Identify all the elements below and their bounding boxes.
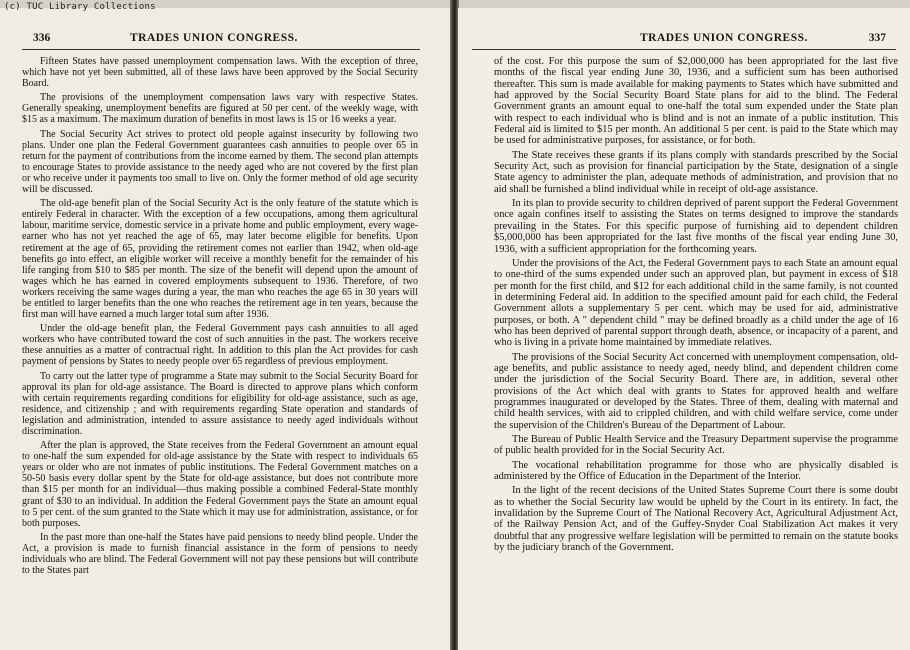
left-page <box>0 8 452 650</box>
right-paragraph: Under the provisions of the Act, the Federal Government pays to each State an amount equal to one-third of the sums expended under such an approved plan, but payment in excess of $18 per month for the first child, and $12 for each additional child in the same family, is not counted in determining Federal aid. In addition to the specified amount paid for each child, the Federal Government allots a supplementary 5 per cent. which may be used for aid, administrative purposes, or both. A " dependent child " may be defined broadly as a child under the age of 16 who has been deprived of parental support through death, absence, or incapacity of a parent, and who is living in a private home maintained by immediate relatives. <box>494 257 898 349</box>
left-paragraph: In the past more than one-half the States have paid pensions to needy blind people. Under the Act, a provision is made to furnish financial assistance in the form of pensions to needy individuals who are blind. The Federal Government will not pay these pensions but will contribute to the States part <box>22 531 418 577</box>
right-page-header <box>458 32 910 48</box>
left-paragraph: Under the old-age benefit plan, the Federal Government pays cash annuities to all aged workers who have contributed toward the cost of such annuities in the past. The workers receive these annuities as a matter of contractual right. In addition to this plan the Act provides for cash payment of pensions by States to needy people over 65 regardless of previous employment. <box>22 323 418 368</box>
right-page-body <box>494 56 898 648</box>
left-paragraph: After the plan is approved, the State receives from the Federal Government an amount equal to one-half the sum expended for old-age assistance by the State with respect to individuals 65 years or older who are not inmates of public institutions. The Federal Government matches on a 50-50 basis every dollar spent by the State for old-age assistance, but does not contribute more than $15 per month for an individual—thus making possible a combined Federal-State monthly grant of $30 to an individual. In addition the Federal Government pays the State an amount equal to 5 per cent. of the sum granted to the State which it may use for administration, assistance, or for both purposes. <box>22 440 418 529</box>
collection-watermark: (c) TUC Library Collections <box>4 2 156 12</box>
right-running-head: TRADES UNION CONGRESS. <box>640 32 808 44</box>
left-running-head: TRADES UNION CONGRESS. <box>130 32 298 44</box>
left-paragraph: Fifteen States have passed unemployment compensation laws. With the exception of three, which have not yet been submitted, all of these laws have been approved by the Social Security Board. <box>22 56 418 90</box>
left-header-rule <box>22 49 420 50</box>
right-continuation-paragraph: of the cost. For this purpose the sum of $2,000,000 has been appropriated for the last five months of the fiscal year ending June 30, 1936, and a sufficient sum has been authorised thereafter. This sum is made available for making payments to States which have submitted and had approved by the Social Security Board State plans for aid to the blind. The Federal Government grants an amount equal to one-half the total sum expended under the State plan with respect to each individual who is blind and is not an inmate of a public institution. This Federal aid is limited to $15 per month. An additional 5 per cent. is paid to the State which may be used for administrative purposes, for assistance, or for both. <box>494 56 898 147</box>
left-paragraph: To carry out the latter type of programme a State may submit to the Social Security Board for approval its plan for old-age assistance. The Board is directed to approve plans which conform with certain requirements regarding conditions for eligibility for old-age assistance, such as age, residence, and citizenship ; and with requirements regarding State operation and standards of legislation and administration, intended to assure assistance to needy aged individuals without discrimination. <box>22 370 418 437</box>
right-header-rule <box>472 49 896 50</box>
right-paragraph: The provisions of the Social Security Act concerned with unemployment compensation, old-age benefits, and public assistance to needy aged, needy blind, and dependent children come under the jurisdiction of the Social Security Board. There are, in addition, several other provisions of the Act which deal with grants to States for approved health and welfare programmes inaugurated or developed by the States. Three of them, dealing with maternal and child health services, with aid to crippled children, and with child welfare service, come under the supervision of the Children's Bureau of the Department of Labour. <box>494 351 898 431</box>
right-page-number: 337 <box>868 32 886 44</box>
left-page-body <box>22 56 418 648</box>
right-paragraph: The vocational rehabilitation programme for those who are physically disabled is administered by the Office of Education in the Department of the Interior. <box>494 459 898 483</box>
left-paragraph: The old-age benefit plan of the Social Security Act is the only feature of the statute which is entirely Federal in character. With the exception of a few occupations, among them agricultural labour, maritime service, domestic service in a private home and public employment, every wage-earner who has not yet reached the age of 65, may later become eligible for benefits. Upon retirement at the age of 65, providing the retirement comes not earlier than 1942, when old-age benefits go into effect, an eligible worker will receive a monthly benefit for the remainder of his life ranging from $10 to $85 per month. The size of the benefit will depend upon the amount of wages which he has earned in covered employments subsequent to 1936. Therefore, of two workers receiving the same wages during a year, the man who reaches the age 65 in 30 years will be entitled to larger benefits than the one who reaches the retirement age in ten years, because the first man will have earned a much larger total sum after 1936. <box>22 198 418 321</box>
left-page-number: 336 <box>33 32 51 44</box>
right-paragraph: The Bureau of Public Health Service and the Treasury Department supervise the programme of public health provided for in the Social Security Act. <box>494 434 898 457</box>
right-paragraph: The State receives these grants if its plans comply with standards prescribed by the Social Security Act, such as provision for financial participation by the State, designation of a single State agency to administer the plan, adequate methods of administration, and provision that no aid shall be furnished a blind individual while in receipt of old-age assistance. <box>494 149 898 195</box>
right-paragraph: In the light of the recent decisions of the United States Supreme Court there is some doubt as to whether the Social Security law would be upheld by the Court in its entirety. In fact, the invalidation by the Supreme Court of The National Recovery Act, Agricultural Adjustment Act, of the Railway Pension Act, and of the Guffey-Snyder Coal Stabilization Act makes it very doubtful that any progressive welfare legislation will be permitted to remain on the statute books by the judiciary branch of the Government. <box>494 485 898 554</box>
right-paragraph: In its plan to provide security to children deprived of parent support the Federal Government once again confines itself to assisting the States on terms designed to improve the standards prevailing in the States. For this specific purpose of furnishing aid to dependent children $5,000,000 has been appropriated for the last five months of the fiscal year ending June 30, 1936, with a sufficient appropriation for the forthcoming years. <box>494 198 898 255</box>
left-paragraph: The provisions of the unemployment compensation laws vary with respective States. Generally speaking, unemployment benefits are figured at 50 per cent. of the weekly wage, with $15 as a maximum. The maximum duration of benefits in most laws is 15 or 16 weeks a year. <box>22 92 418 126</box>
left-page-header <box>0 32 452 48</box>
left-paragraph: The Social Security Act strives to protect old people against insecurity by following two plans. Under one plan the Federal Government guarantees cash annuities to people over 65 in return for the payment of contributions from the income earned by them. The second plan attempts to encourage States to provide assistance to the needy aged who are not covered by the first plan or who receive under it payments too small to live on. Only the former method of old age security will be discussed. <box>22 128 418 196</box>
right-page <box>458 8 910 650</box>
